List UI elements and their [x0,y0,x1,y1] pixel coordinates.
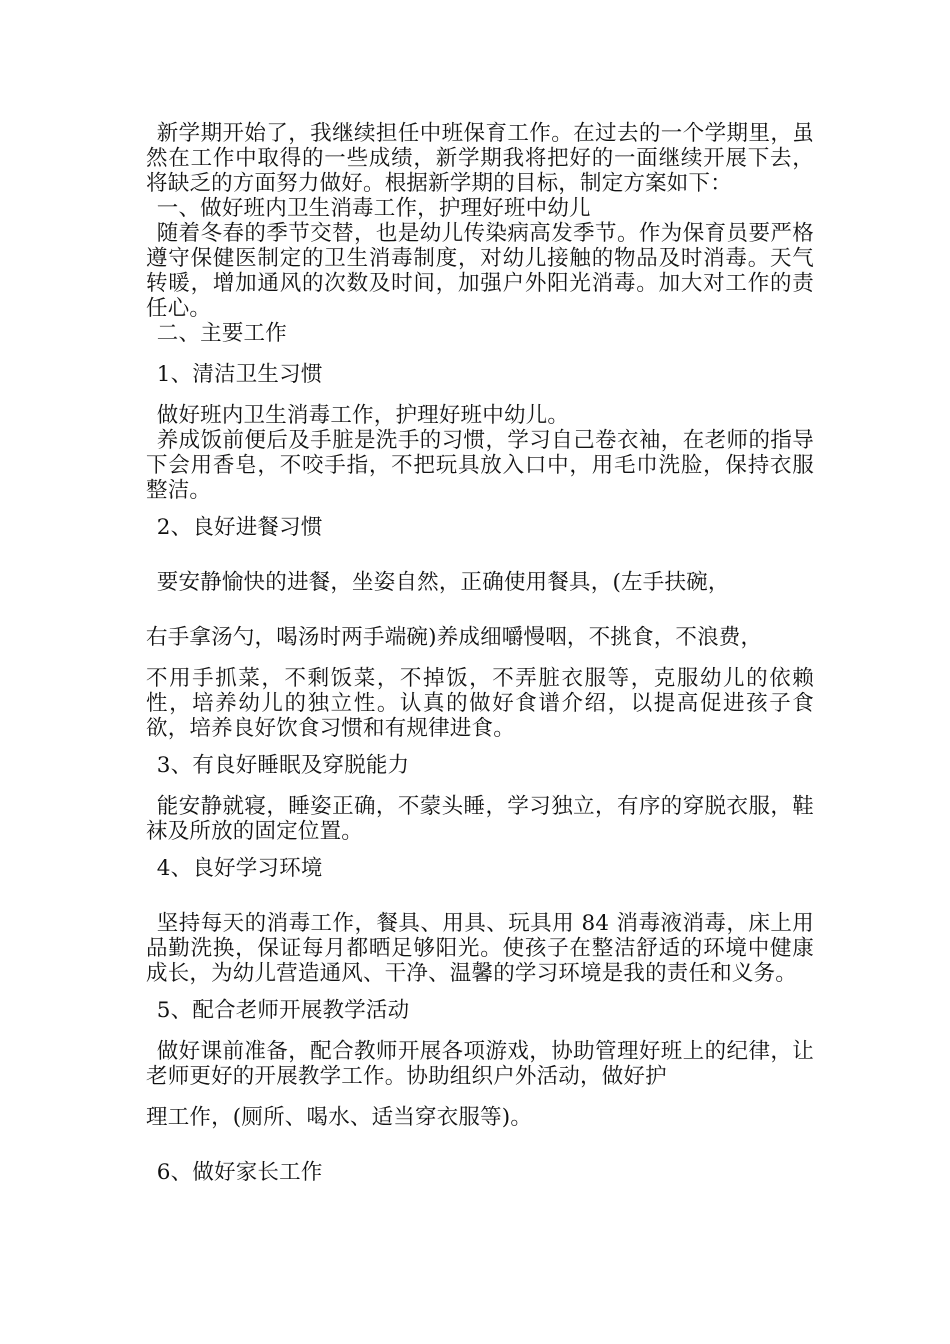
document-body [146,121,814,1185]
section-heading-1: 一、做好班内卫生消毒工作，护理好班中幼儿 [156,196,591,221]
subsection-heading-2: 2、良好进餐习惯 [156,515,323,540]
body-paragraph-line: 理工作，(厕所、喝水、适当穿衣服等)。 [146,1105,533,1130]
body-paragraph: 做好班内卫生消毒工作，护理好班中幼儿。 [156,403,570,428]
subsection-heading-3: 3、有良好睡眠及穿脱能力 [156,753,410,778]
subsection-heading-5: 5、配合老师开展教学活动 [156,998,410,1023]
body-paragraph: 做好课前准备，配合教师开展各项游戏，协助管理好班上的纪律，让老师更好的开展教学工作。协助组织户外活动，做好护 [146,1039,814,1089]
body-paragraph: 不用手抓菜，不剩饭菜，不掉饭，不弄脏衣服等，克服幼儿的依赖性，培养幼儿的独立性。认真的做好食谱介绍，以提高促进孩子食欲，培养良好饮食习惯和有规律进食。 [146,666,814,741]
body-paragraph: 随着冬春的季节交替，也是幼儿传染病高发季节。作为保育员要严格遵守保健医制定的卫生消毒制度，对幼儿接触的物品及时消毒。天气转暖，增加通风的次数及时间，加强户外阳光消毒。加大对工作的责任心。 [146,221,814,321]
body-paragraph: 坚持每天的消毒工作，餐具、用具、玩具用 84 消毒液消毒，床上用品勤洗换，保证每月都晒足够阳光。使孩子在整洁舒适的环境中健康成长，为幼儿营造通风、干净、温馨的学习环境是我的责任和义务。 [146,911,814,986]
subsection-heading-6: 6、做好家长工作 [156,1160,323,1185]
subsection-heading-1: 1、清洁卫生习惯 [156,362,323,387]
body-paragraph-line: 要安静愉快的进餐，坐姿自然，正确使用餐具，(左手扶碗， [156,570,730,595]
intro-paragraph: 新学期开始了，我继续担任中班保育工作。在过去的一个学期里，虽然在工作中取得的一些成绩，新学期我将把好的一面继续开展下去，将缺乏的方面努力做好。根据新学期的目标，制定方案如下： [146,121,814,196]
section-heading-2: 二、主要工作 [156,321,287,346]
body-paragraph-line: 右手拿汤勺，喝汤时两手端碗)养成细嚼慢咽，不挑食，不浪费， [146,625,763,650]
body-paragraph: 能安静就寝，睡姿正确，不蒙头睡，学习独立，有序的穿脱衣服，鞋袜及所放的固定位置。 [146,794,814,844]
body-paragraph: 养成饭前便后及手脏是洗手的习惯，学习自己卷衣袖，在老师的指导下会用香皂，不咬手指，不把玩具放入口中，用毛巾洗脸，保持衣服整洁。 [146,428,814,503]
subsection-heading-4: 4、良好学习环境 [156,856,323,881]
